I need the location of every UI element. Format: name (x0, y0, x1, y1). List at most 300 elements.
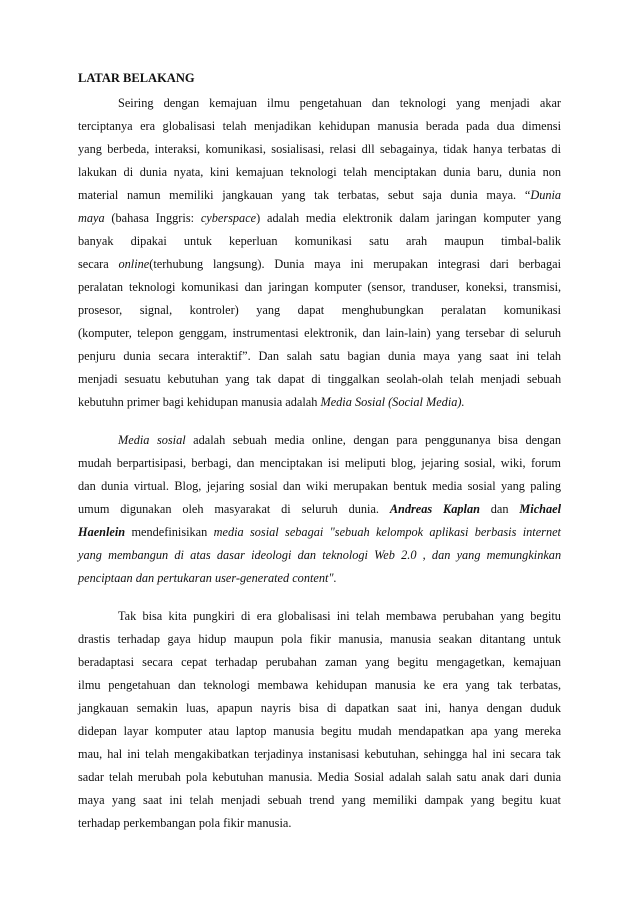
word: terbatas, (519, 678, 562, 692)
word: para (396, 433, 418, 447)
word: secara (158, 349, 190, 363)
word: adalah (389, 770, 422, 784)
word: drastis (78, 632, 111, 646)
paragraph (78, 605, 561, 835)
word: timbal-balik (500, 234, 562, 248)
word: dengan (525, 433, 561, 447)
word: sosial (467, 479, 496, 493)
word: berada (425, 119, 459, 133)
text-run: kebutuhn primer bagi kehidupan manusia adalah (78, 395, 321, 409)
word: terjadinya (254, 747, 304, 761)
word: tersebar (465, 326, 505, 340)
word: bisa (498, 433, 518, 447)
word: dunia (388, 349, 416, 363)
word: dan (178, 678, 196, 692)
word: media (213, 525, 244, 539)
word: penjuru (78, 349, 116, 363)
word: adalah (267, 211, 300, 225)
word: dapat (297, 303, 325, 317)
word: “ (524, 188, 531, 202)
word: secara (78, 257, 109, 271)
word: ini (350, 257, 364, 271)
word: langsung). (212, 257, 265, 271)
word: isi (327, 456, 340, 470)
word: ini (127, 747, 141, 761)
word: tranduser, (411, 280, 460, 294)
word: hanya (473, 142, 503, 156)
text-line (78, 651, 561, 674)
word: dunia (443, 165, 471, 179)
word: sosial (249, 479, 278, 493)
word: yang (341, 793, 366, 807)
word: berbeda, (107, 142, 150, 156)
text-line (78, 429, 561, 452)
word: maupun (444, 234, 484, 248)
word: didepan (78, 724, 117, 738)
paragraph-gap (78, 590, 561, 605)
word: dan (371, 96, 390, 110)
word: globalisasi (162, 119, 216, 133)
word: mudah (358, 724, 392, 738)
word: trend (309, 793, 335, 807)
word: di (551, 142, 561, 156)
word: namun (127, 188, 161, 202)
paragraph (78, 92, 561, 414)
word: interaksi, (154, 142, 201, 156)
word: ) (256, 211, 261, 225)
word: yang (494, 724, 519, 738)
word: Sosial (354, 770, 385, 784)
word: internet (522, 525, 561, 539)
text-line (78, 697, 561, 720)
text-line (78, 452, 561, 475)
word: berbasis (474, 525, 517, 539)
word: dan (362, 326, 381, 340)
word: dua (496, 119, 515, 133)
word: era (140, 119, 156, 133)
word: sebuah (526, 372, 562, 386)
word: wiki, (500, 456, 526, 470)
word: signal, (139, 303, 173, 317)
word: forum (530, 456, 561, 470)
word: dari (509, 770, 529, 784)
word: duduk (530, 701, 562, 715)
word: ilmu (78, 678, 101, 692)
word: atau (208, 724, 230, 738)
text-run: penciptaan dan pertukaran user-generated content". (78, 571, 337, 585)
word: sebuah (267, 793, 302, 807)
word: menciptakan (259, 456, 323, 470)
word: secara (510, 747, 541, 761)
word: Andreas (389, 502, 433, 516)
word: telah (537, 349, 562, 363)
word: manusia (377, 119, 419, 133)
word: kemajuan (513, 655, 561, 669)
word: seakan (438, 632, 473, 646)
word: begitu (530, 609, 561, 623)
word: hal (107, 747, 123, 761)
word: luas, (185, 701, 209, 715)
paragraphs-container (78, 92, 561, 835)
word: Dunia (530, 188, 562, 202)
word: (komputer, (78, 326, 132, 340)
word: semakin (136, 701, 178, 715)
word: Blog, (174, 479, 202, 493)
word: pengetahuan (299, 96, 362, 110)
word: dengan (486, 701, 523, 715)
word: dan (236, 456, 255, 470)
text-line (78, 184, 561, 207)
word: perubahan (265, 655, 317, 669)
word: transmisi, (512, 280, 562, 294)
word: kemajuan (235, 165, 284, 179)
word: saat (489, 349, 509, 363)
word: tinggalkan (327, 372, 380, 386)
text-line (78, 743, 561, 766)
word: teknologi (203, 678, 250, 692)
word: pola (281, 632, 303, 646)
word: yang (465, 678, 490, 692)
word: berpartisipasi, (116, 456, 187, 470)
word: hanya (449, 701, 479, 715)
word: dunia (139, 165, 168, 179)
word: kini (210, 165, 230, 179)
word: komunikasi (181, 280, 239, 294)
word: manusia (273, 724, 315, 738)
text-line (78, 789, 561, 812)
word: jaringan (436, 211, 477, 225)
word: era (442, 678, 458, 692)
word: oleh (182, 502, 204, 516)
word: maya (78, 793, 105, 807)
word: teknologi (128, 280, 176, 294)
word: anak (481, 770, 505, 784)
word: di (327, 701, 337, 715)
word: berbagai (518, 257, 562, 271)
word: virtual. (133, 479, 169, 493)
word: beradaptasi (78, 655, 134, 669)
word: (bahasa (111, 211, 149, 225)
word: ini, (424, 701, 441, 715)
text-line (78, 766, 561, 789)
word: dunia (123, 349, 151, 363)
word: sosialisasi, (271, 142, 325, 156)
word: yang (500, 609, 525, 623)
word: merupakan (333, 479, 389, 493)
word: dunia (450, 188, 478, 202)
word: kita (168, 609, 187, 623)
word: komunikasi (294, 234, 352, 248)
word: Kaplan (443, 502, 480, 516)
word: Media (317, 770, 349, 784)
word: globalisasi (277, 609, 331, 623)
word: Michael (519, 502, 562, 516)
word: cepat (181, 655, 208, 669)
word: terbatas, (337, 188, 380, 202)
text-line (78, 230, 561, 253)
word: untuk (183, 234, 212, 248)
word: yang (456, 96, 481, 110)
word: aplikasi (429, 525, 469, 539)
word: manusia, (338, 632, 383, 646)
word: terciptanya (78, 119, 133, 133)
word: baru, (477, 165, 503, 179)
word: satu (319, 349, 340, 363)
word: salah (286, 349, 313, 363)
text-line (78, 812, 561, 835)
word: apapun (217, 701, 253, 715)
word: hal (472, 747, 488, 761)
word: sebagai (285, 525, 324, 539)
word: online (118, 257, 150, 271)
word: di (281, 502, 291, 516)
word: sesuatu (124, 372, 161, 386)
word: peralatan (441, 303, 487, 317)
word: saja (422, 188, 442, 202)
word: manusia. (268, 770, 313, 784)
text-line (78, 521, 561, 544)
word: wiki (306, 479, 329, 493)
word: komputer (483, 211, 531, 225)
word: dapatkan (344, 701, 390, 715)
text-run: terhadap perkembangan pola fikir manusia. (78, 816, 292, 830)
word: yang (78, 142, 102, 156)
word: non (542, 165, 562, 179)
word: maupun (233, 632, 274, 646)
word: terhadap (117, 632, 160, 646)
word: merupakan (373, 257, 428, 271)
word: di (240, 609, 251, 623)
word: jangkauan (222, 188, 273, 202)
word: media (432, 479, 463, 493)
word: dunia (508, 165, 536, 179)
word: sebuah (232, 433, 267, 447)
word: ini (492, 747, 506, 761)
word: dipakai (130, 234, 167, 248)
text-run: Media Sosial (Social Media). (320, 395, 465, 409)
word: pada (466, 119, 490, 133)
word: salah (426, 770, 452, 784)
word: yang (470, 793, 495, 807)
word: jejaring (421, 456, 459, 470)
word: sadar (78, 770, 104, 784)
word: Seiring (118, 96, 154, 110)
word: Web (374, 548, 395, 562)
word: secara (142, 655, 173, 669)
word: dan (283, 479, 301, 493)
word: telah (355, 609, 380, 623)
word: sebut (387, 188, 414, 202)
word: yang (281, 188, 306, 202)
word: yang (500, 479, 525, 493)
word: dasar (216, 548, 245, 562)
word: apa (470, 724, 488, 738)
word: membawa (385, 609, 437, 623)
word: teknologi (322, 548, 368, 562)
word: kebutuhan (212, 770, 264, 784)
word: menciptakan (373, 165, 437, 179)
word: saat (143, 793, 163, 807)
word: banyak (78, 234, 114, 248)
word: telepon (137, 326, 174, 340)
word: elektronik (342, 211, 393, 225)
word: maya (78, 211, 105, 225)
word: mudah (78, 456, 112, 470)
word: "sebuah (329, 525, 370, 539)
word: menjadi (480, 372, 521, 386)
word: maya. (486, 188, 517, 202)
word: kehidupan (318, 119, 371, 133)
word: begitu (320, 724, 352, 738)
word: dunia (533, 770, 562, 784)
word: dan (431, 548, 451, 562)
word: memungkinkan (486, 548, 562, 562)
word: begitu (501, 793, 533, 807)
word: menjadikan (253, 119, 312, 133)
word: komunikasi (503, 303, 562, 317)
word: berbagi, (191, 456, 232, 470)
word: integrasi (437, 257, 481, 271)
word: blog, (391, 456, 417, 470)
text-line (78, 322, 561, 345)
word: akar (539, 96, 562, 110)
word: atas (190, 548, 211, 562)
text-line (78, 92, 561, 115)
word: menjadi (78, 372, 118, 386)
word: lain-lain) (385, 326, 431, 340)
word: dan (244, 280, 263, 294)
word: mengakibatkan (173, 747, 250, 761)
word: yang (457, 349, 482, 363)
word: telah (449, 372, 474, 386)
word: ini (516, 349, 530, 363)
word: dan (297, 548, 317, 562)
word: teknologi (399, 96, 447, 110)
word: dll (361, 142, 375, 156)
word: membangun (108, 548, 169, 562)
word: instanisasi (308, 747, 360, 761)
word: ini (169, 793, 183, 807)
word: bagian (347, 349, 381, 363)
word: sebagainya, (380, 142, 438, 156)
word: dunia (101, 479, 129, 493)
word: manusia (374, 678, 416, 692)
word: yang (456, 548, 481, 562)
text-line (78, 544, 561, 567)
word: menjadi (490, 96, 530, 110)
word: maya (423, 349, 450, 363)
word: peralatan (78, 280, 124, 294)
word: penggunanya (425, 433, 491, 447)
text-line (78, 207, 561, 230)
word: telah (343, 165, 368, 179)
word: mendapatkan (398, 724, 464, 738)
word: di (123, 165, 134, 179)
word: genggam, (178, 326, 228, 340)
text-line (78, 628, 561, 651)
word: meliputi (344, 456, 386, 470)
word: kemajuan (209, 96, 257, 110)
word: nyata, (173, 165, 204, 179)
word: kebutuhan (167, 372, 219, 386)
word: Tak (118, 609, 137, 623)
word: fikir (309, 632, 331, 646)
word: memiliki (169, 188, 214, 202)
word: prosesor, (78, 303, 123, 317)
word: jejaring (206, 479, 245, 493)
word: keperluan (229, 234, 278, 248)
word: ini (336, 609, 350, 623)
word: online, (312, 433, 346, 447)
word: mau, (78, 747, 103, 761)
word: membawa (257, 678, 309, 692)
word: paling (530, 479, 561, 493)
word: sosial (156, 433, 186, 447)
word: yang (225, 372, 250, 386)
word: bentuk (393, 479, 427, 493)
word: Inggris: (155, 211, 195, 225)
word: bisa (299, 701, 319, 715)
word: ilmu (267, 96, 290, 110)
word: 2.0 (401, 548, 417, 562)
word: pungkiri (193, 609, 235, 623)
word: (sensor, (367, 280, 406, 294)
word: gaya (167, 632, 191, 646)
word: di (509, 326, 520, 340)
word: instrumentasi (232, 326, 299, 340)
text-line (78, 276, 561, 299)
word: interaktif”. (197, 349, 251, 363)
word: Dan (258, 349, 279, 363)
word: merubah (137, 770, 181, 784)
word: dan (490, 502, 509, 516)
text-line (78, 368, 561, 391)
word: di (311, 372, 321, 386)
word: Dunia (274, 257, 305, 271)
word: laptop (235, 724, 267, 738)
word: ideologi (251, 548, 292, 562)
text-line (78, 720, 561, 743)
paragraph (78, 429, 561, 590)
word: komputer (154, 724, 202, 738)
word: tak (497, 678, 513, 692)
word: Haenlein (78, 525, 126, 539)
word: , (422, 548, 426, 562)
word: yang (537, 211, 562, 225)
section-heading: LATAR BELAKANG (78, 71, 195, 85)
word: mengagetkan, (436, 655, 505, 669)
word: nayris (260, 701, 291, 715)
word: pola (185, 770, 208, 784)
word: kontroler) (189, 303, 239, 317)
word: adalah (193, 433, 226, 447)
word: teknologi (290, 165, 337, 179)
word: material (78, 188, 119, 202)
word: yang (111, 793, 136, 807)
word: tak (256, 372, 272, 386)
word: untuk (532, 632, 561, 646)
word: maya (314, 257, 341, 271)
word: yang (365, 655, 390, 669)
word: telah (145, 747, 170, 761)
word: elektronik, (304, 326, 358, 340)
word: perubahan (442, 609, 494, 623)
word: seluruh (301, 502, 338, 516)
text-line (78, 299, 561, 322)
text-line (78, 161, 561, 184)
word: saat (397, 701, 417, 715)
word: hidup (198, 632, 227, 646)
